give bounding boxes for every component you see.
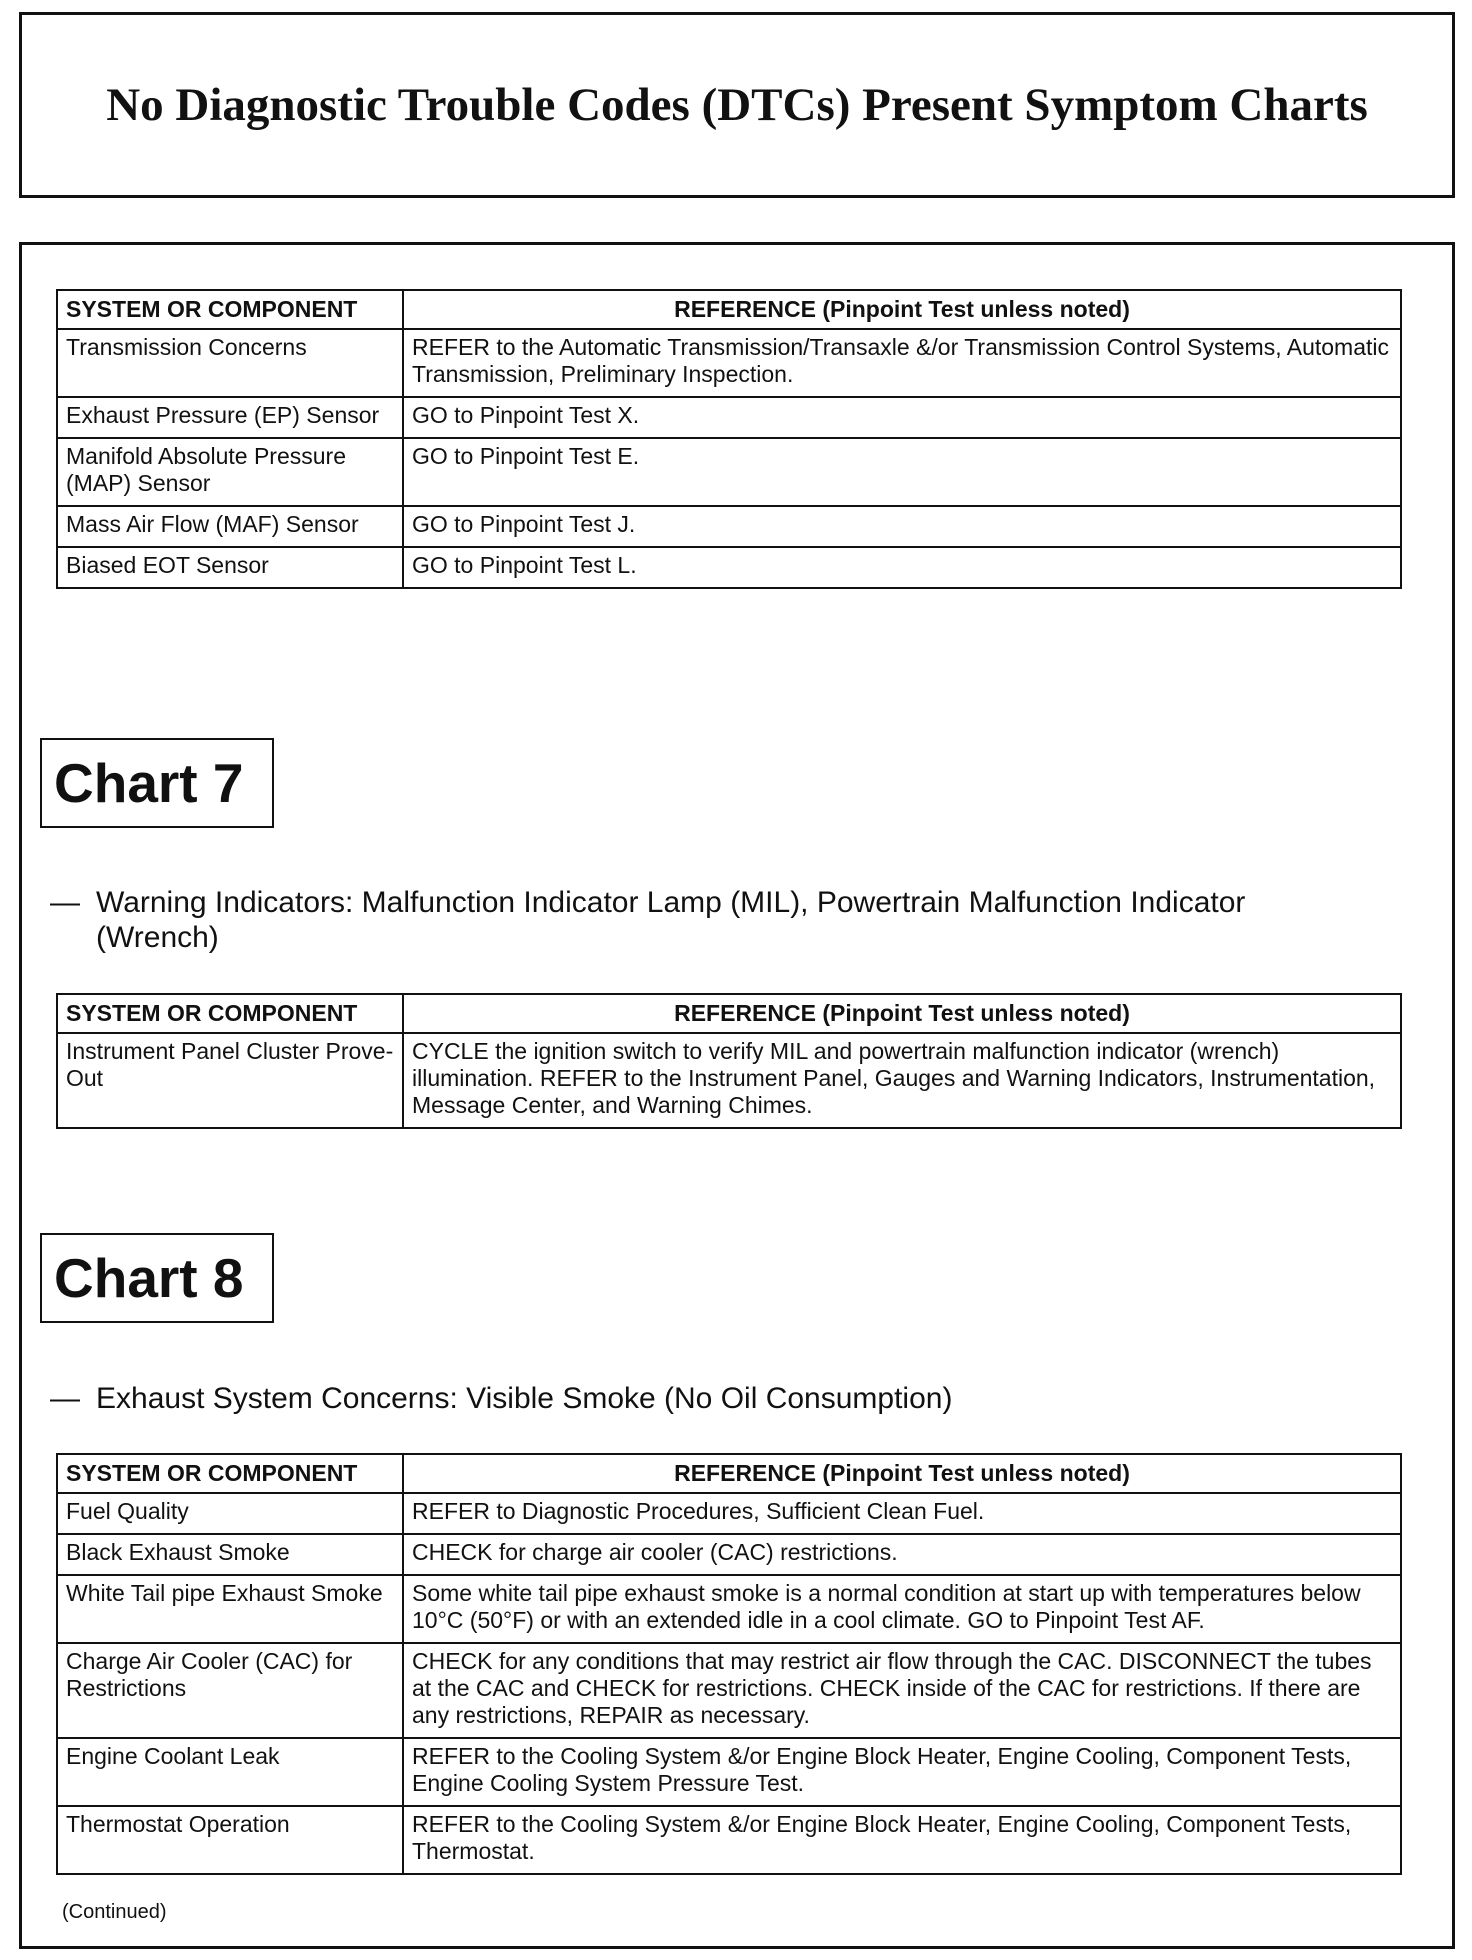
reference-cell: REFER to the Cooling System &/or Engine Block Heater, Engine Cooling, Component Tests, Thermostat. bbox=[403, 1806, 1401, 1874]
component-cell: Mass Air Flow (MAF) Sensor bbox=[57, 506, 403, 547]
column-header-reference: REFERENCE (Pinpoint Test unless noted) bbox=[403, 994, 1401, 1033]
chart-7-heading: Chart 7 bbox=[40, 738, 274, 828]
reference-cell: CHECK for charge air cooler (CAC) restrictions. bbox=[403, 1534, 1401, 1575]
reference-cell: CYCLE the ignition switch to verify MIL and powertrain malfunction indicator (wrench) illumination. REFER to the Instrument Panel, Gauges and Warning Indicators, Instrumentation, Message Center, and Warning Chimes. bbox=[403, 1033, 1401, 1128]
table-header-row bbox=[57, 290, 1401, 329]
component-cell: Black Exhaust Smoke bbox=[57, 1534, 403, 1575]
table-row bbox=[57, 1738, 1401, 1806]
chart-8-heading: Chart 8 bbox=[40, 1233, 274, 1323]
table-header-row bbox=[57, 1454, 1401, 1493]
component-cell: Engine Coolant Leak bbox=[57, 1738, 403, 1806]
symptom-table-chart-8 bbox=[56, 1453, 1402, 1875]
component-cell: Transmission Concerns bbox=[57, 329, 403, 397]
table-row bbox=[57, 506, 1401, 547]
title-box bbox=[19, 12, 1455, 198]
reference-cell: GO to Pinpoint Test L. bbox=[403, 547, 1401, 588]
continued-note: (Continued) bbox=[62, 1901, 167, 1923]
reference-cell: CHECK for any conditions that may restrict air flow through the CAC. DISCONNECT the tubes at the CAC and CHECK for restrictions. CHECK inside of the CAC for restrictions. If there are any restrictions, REPAIR as necessary. bbox=[403, 1643, 1401, 1738]
component-cell: Exhaust Pressure (EP) Sensor bbox=[57, 397, 403, 438]
column-header-component: SYSTEM OR COMPONENT bbox=[57, 1454, 403, 1493]
table-row bbox=[57, 547, 1401, 588]
reference-cell: GO to Pinpoint Test E. bbox=[403, 438, 1401, 506]
chart-8-description bbox=[50, 1381, 1350, 1416]
reference-cell: REFER to the Automatic Transmission/Transaxle &/or Transmission Control Systems, Automatic Transmission, Preliminary Inspection. bbox=[403, 329, 1401, 397]
table-row bbox=[57, 1033, 1401, 1128]
table-row bbox=[57, 1806, 1401, 1874]
column-header-component: SYSTEM OR COMPONENT bbox=[57, 290, 403, 329]
table-row bbox=[57, 438, 1401, 506]
table-header-row bbox=[57, 994, 1401, 1033]
reference-cell: Some white tail pipe exhaust smoke is a normal condition at start up with temperatures below 10°C (50°F) or with an extended idle in a cool climate. GO to Pinpoint Test AF. bbox=[403, 1575, 1401, 1643]
component-cell: Charge Air Cooler (CAC) for Restrictions bbox=[57, 1643, 403, 1738]
table-row bbox=[57, 397, 1401, 438]
component-cell: Thermostat Operation bbox=[57, 1806, 403, 1874]
table-row bbox=[57, 1534, 1401, 1575]
reference-cell: GO to Pinpoint Test X. bbox=[403, 397, 1401, 438]
column-header-reference: REFERENCE (Pinpoint Test unless noted) bbox=[403, 1454, 1401, 1493]
column-header-reference: REFERENCE (Pinpoint Test unless noted) bbox=[403, 290, 1401, 329]
component-cell: Biased EOT Sensor bbox=[57, 547, 403, 588]
chart-7-description-text: Warning Indicators: Malfunction Indicator Lamp (MIL), Powertrain Malfunction Indicator (Wrench) bbox=[96, 886, 1246, 954]
component-cell: Fuel Quality bbox=[57, 1493, 403, 1534]
table-row bbox=[57, 1575, 1401, 1643]
dash: — bbox=[50, 1382, 80, 1415]
component-cell: Instrument Panel Cluster Prove-Out bbox=[57, 1033, 403, 1128]
component-cell: White Tail pipe Exhaust Smoke bbox=[57, 1575, 403, 1643]
reference-cell: REFER to the Cooling System &/or Engine Block Heater, Engine Cooling, Component Tests, Engine Cooling System Pressure Test. bbox=[403, 1738, 1401, 1806]
table-row bbox=[57, 329, 1401, 397]
chart-8-description-text: Exhaust System Concerns: Visible Smoke (No Oil Consumption) bbox=[96, 1382, 953, 1415]
table-row bbox=[57, 1493, 1401, 1534]
reference-cell: GO to Pinpoint Test J. bbox=[403, 506, 1401, 547]
component-cell: Manifold Absolute Pressure (MAP) Sensor bbox=[57, 438, 403, 506]
symptom-table-top bbox=[56, 289, 1402, 589]
column-header-component: SYSTEM OR COMPONENT bbox=[57, 994, 403, 1033]
page-title: No Diagnostic Trouble Codes (DTCs) Present Symptom Charts bbox=[106, 79, 1368, 131]
content-box bbox=[19, 242, 1455, 1949]
symptom-table-chart-7 bbox=[56, 993, 1402, 1129]
dash: — bbox=[50, 886, 80, 919]
chart-7-description bbox=[50, 885, 1350, 955]
table-row bbox=[57, 1643, 1401, 1738]
reference-cell: REFER to Diagnostic Procedures, Sufficient Clean Fuel. bbox=[403, 1493, 1401, 1534]
